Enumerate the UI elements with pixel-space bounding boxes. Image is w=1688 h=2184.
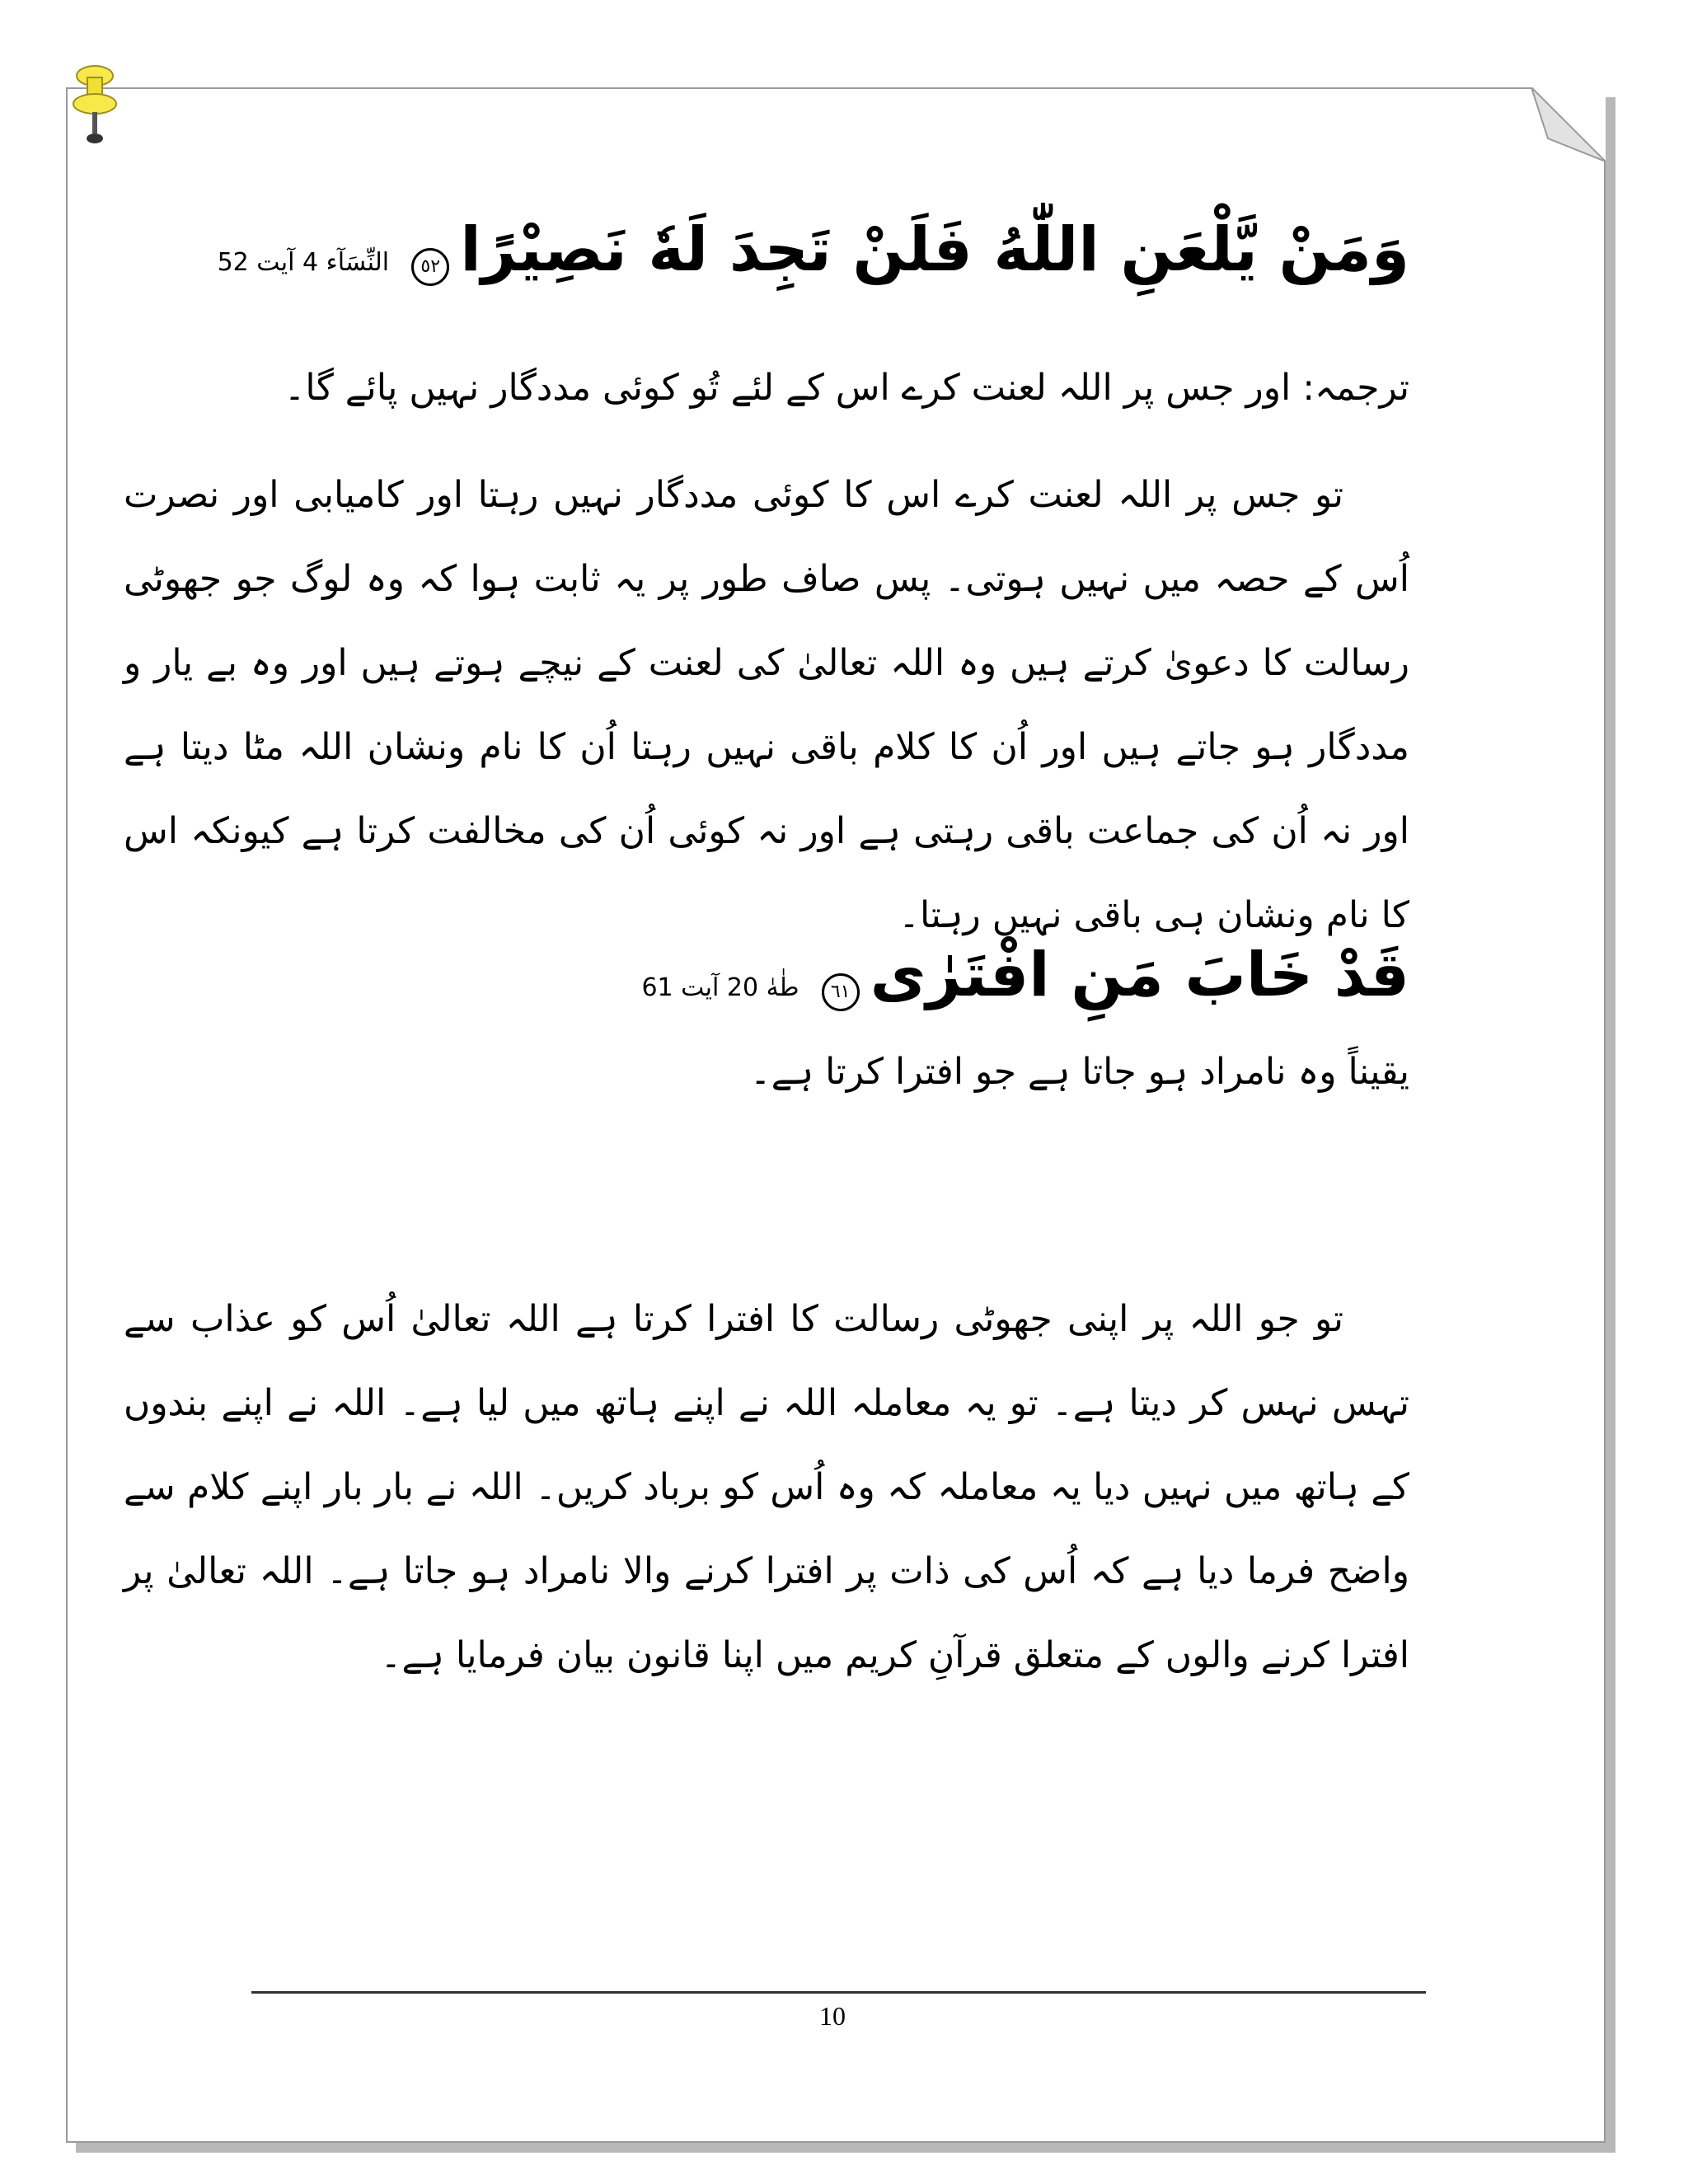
translation-paragraph bbox=[124, 346, 1409, 430]
footer-divider bbox=[251, 1991, 1426, 1994]
verse-an-nisa-52 bbox=[218, 214, 1409, 286]
verse-reference: النِّسَآء 4 آیت 52 bbox=[217, 248, 390, 277]
translation-text: ترجمہ: اور جس پر اللہ لعنت کرے اس کے لئے تُو کوئی مددگار نہیں پائے گا۔ bbox=[284, 367, 1409, 409]
commentary-paragraph-2 bbox=[124, 1277, 1409, 1698]
page-number: 10 bbox=[819, 2001, 846, 2031]
verse-taha-61 bbox=[641, 940, 1409, 1011]
verse-translation-text: یقیناً وہ نامراد ہو جاتا ہے جو افترا کرتا ہے۔ bbox=[749, 1051, 1409, 1093]
paragraph-text: تو جس پر اللہ لعنت کرے اس کا کوئی مددگار نہیں رہتا اور کامیابی اور نصرت اُس کے حصہ میں نہیں ہوتی۔ پس صاف طور پر یہ ثابت ہوا کہ وہ لوگ جو جھوٹی رسالت کا دعویٰ کرتے ہیں وہ اللہ تعالیٰ کی لعنت کے نیچے ہوتے ہیں اور وہ بے یار و مددگار ہو جاتے ہیں اور اُن کا کلام باقی نہیں رہتا اُن کا نام ونشان اللہ مٹا دیتا ہے اور نہ اُن کی جماعت باقی رہتی ہے اور نہ کوئی اُن کی مخالفت کرتا ہے کیونکہ اس کا نام ونشان ہی باقی نہیں رہتا۔ bbox=[124, 474, 1409, 936]
commentary-paragraph-1 bbox=[124, 453, 1409, 958]
verse-translation-paragraph bbox=[124, 1030, 1409, 1114]
ayah-end-marker: ٥٢ bbox=[411, 248, 449, 286]
quran-verse-text: وَمَنْ يَّلْعَنِ اللّٰهُ فَلَنْ تَجِدَ لَهٗ نَصِيْرًا bbox=[460, 214, 1409, 285]
verse-reference: طٰهٰ 20 آیت 61 bbox=[641, 973, 799, 1002]
ayah-end-marker: ٦١ bbox=[822, 973, 860, 1011]
quran-verse-text: قَدْ خَابَ مَنِ افْتَرٰى bbox=[870, 940, 1409, 1010]
pushpin-icon bbox=[66, 61, 124, 147]
page-curl-icon bbox=[1531, 87, 1606, 162]
paragraph-text: تو جو اللہ پر اپنی جھوٹی رسالت کا افترا کرتا ہے اللہ تعالیٰ اُس کو عذاب سے تہس نہس کر دیتا ہے۔ تو یہ معاملہ اللہ نے اپنے ہاتھ میں لیا ہے۔ اللہ نے اپنے بندوں کے ہاتھ میں نہیں دیا یہ معاملہ کہ وہ اُس کو برباد کریں۔ اللہ نے بار بار اپنے کلام سے واضح فرما دیا ہے کہ اُس کی ذات پر افترا کرنے والا نامراد ہو جاتا ہے۔ اللہ تعالیٰ پر افترا کرنے والوں کے متعلق قرآنِ کریم میں اپنا قانون بیان فرمایا ہے۔ bbox=[124, 1298, 1410, 1676]
